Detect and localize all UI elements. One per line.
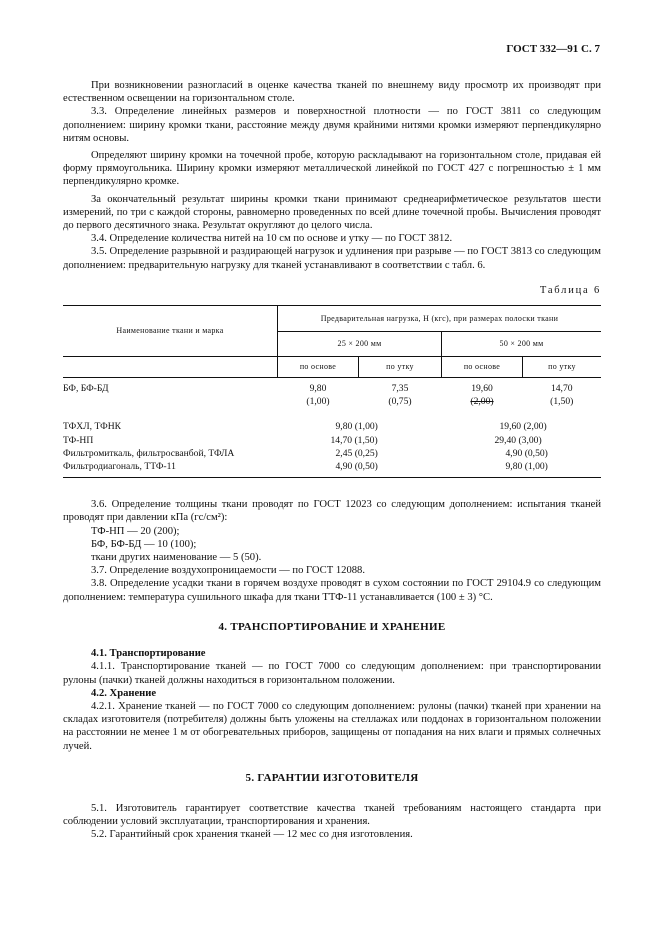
cell-value: 14,70 [550,383,573,395]
subsection-title: 4.1. Транспортирование [91,648,206,660]
section-title-5: 5. ГАРАНТИИ ИЗГОТОВИТЕЛЯ [245,771,419,784]
cell-value: 9,80 (1,00) [335,421,378,433]
cell-value: 4,90 (0,50) [335,461,378,473]
cell-value: 19,60 (2,00) [499,421,547,433]
paragraph: При возникновении разногласий в оценке качества тканей по внешнему виду просмотр их производят при естественном освещении на горизонтальном столе. [63,80,601,105]
cell-value: (2,00) [470,396,494,408]
cell-value: 2,45 (0,25) [335,447,378,459]
paragraph-3-7: 3.7. Определение воздухопроницаемости — по ГОСТ 12088. [91,565,365,577]
row-name: ТФХЛ, ТФНК [63,421,122,433]
section-title-4: 4. ТРАНСПОРТИРОВАНИЕ И ХРАНЕНИЕ [218,620,446,633]
paragraph-5-2: 5.2. Гарантийный срок хранения тканей — 12 мес со дня изготовления. [91,829,413,841]
paragraph-4-2-1: 4.2.1. Хранение тканей — по ГОСТ 7000 со следующим дополнением: рулоны (пачки) тканей при хранении на складах изготовителя (потребителя) должны быть уложены на стеллажах или поддонах в горизонтальном положении на расстоянии не менее 1 м от обогревательных приборов, защищены от попадания на них влаги и прямых солнечных лучей. [63,700,601,752]
paragraph-5-1: 5.1. Изготовитель гарантирует соответствие качества тканей требованиям настоящего стандарта при соблюдении условий эксплуатации, транспортирования и хранения. [63,802,601,828]
table-row [63,447,601,460]
paragraph-3-3: 3.3. Определение линейных размеров и поверхностной плотности — по ГОСТ 3811 со следующим дополнением: ширину кромки ткани, расстояние между двумя крайними нитями кромки измеряют перпендикулярно нитям основы. [63,106,601,144]
row-name: ТФ-НП [63,434,94,446]
row-name: Фильтромиткаль, фильтросванбой, ТФЛА [63,447,235,459]
paragraph-3-8: 3.8. Определение усадки ткани в горячем воздухе проводят в сухом состоянии по ГОСТ 29104.9 со следующим дополнением: температура сушильного шкафа для ткани ТТФ-11 устанавливается (100 ± 3) °С. [63,578,601,603]
column-header-weft: по утку [523,357,602,378]
page-header: ГОСТ 332—91 С. 7 [506,43,600,55]
table-caption: Таблица 6 [539,284,601,296]
table-row [63,434,601,447]
cell-value: 29,40 (3,00) [494,434,542,446]
list-item: БФ, БФ-БД — 10 (100); [91,538,197,550]
paragraph-3-4: 3.4. Определение количества нитей на 10 см по основе и утку — по ГОСТ 3812. [91,233,453,245]
cell-value: 4,90 (0,50) [505,447,548,459]
document-body [63,79,601,842]
table-row [63,460,601,478]
cell-value: 9,80 [309,383,327,395]
paragraph: Определяют ширину кромки на точечной пробе, которую раскладывают на горизонтальном столе, придавая ей форму прямоугольника. Ширину кромки измеряют металлической линейкой по ГОСТ 427 с погрешностью ± 1 мм перпендикулярно кромке. [63,150,601,188]
paragraph-4-1-1: 4.1.1. Транспортирование тканей — по ГОСТ 7000 со следующим дополнением: при транспортировании рулоны (пачки) тканей должны находиться в горизонтальном положении. [63,661,601,686]
column-header-name: Наименование ткани и марка [63,306,278,357]
paragraph-3-6: 3.6. Определение толщины ткани проводят по ГОСТ 12023 со следующим дополнением: испытания тканей проводят при давлении кПа (гс/см²): [63,499,601,524]
cell-value: (1,00) [306,396,330,408]
table-6 [63,305,601,478]
cell-value: (0,75) [388,396,412,408]
paragraph: За окончательный результат ширины кромки ткани принимают среднеарифметическое результатов шести измерений, по три с каждой стороны, равномерно проведенных по всей длине точечной пробы. Вычисления проводят до первого десятичного знака. Результат округляют до целого числа. [63,193,601,232]
cell-value: 19,60 [471,383,493,395]
cell-value: 14,70 (1,50) [330,434,378,446]
row-name: БФ, БФ-БД [63,383,109,395]
column-header-load: Предварительная нагрузка, Н (кгс), при размерах полоски ткани [278,306,602,332]
cell-value: (1,50) [550,396,574,408]
column-header-weft: по утку [359,357,442,378]
cell-value: 7,35 [391,383,409,395]
paragraph-3-5: 3.5. Определение разрывной и раздирающей нагрузок и удлинения при разрыве — по ГОСТ 3813 со следующим дополнением: предварительную нагрузку для тканей устанавливают в соответствии с табл. 6. [63,246,601,271]
list-item: ткани других наименование — 5 (50). [91,552,262,564]
subsection-title: 4.2. Хранение [91,687,157,699]
column-header-warp: по основе [442,357,523,378]
column-header-warp: по основе [278,357,359,378]
cell-value: 9,80 (1,00) [505,461,548,473]
list-item: ТФ-НП — 20 (200); [91,525,180,537]
column-header-size-25: 25 × 200 мм [278,332,442,357]
row-name: Фильтродиагональ, ТТФ-11 [63,461,176,473]
column-header-size-50: 50 × 200 мм [442,332,602,357]
table-row [63,378,601,409]
table-row [63,420,601,433]
